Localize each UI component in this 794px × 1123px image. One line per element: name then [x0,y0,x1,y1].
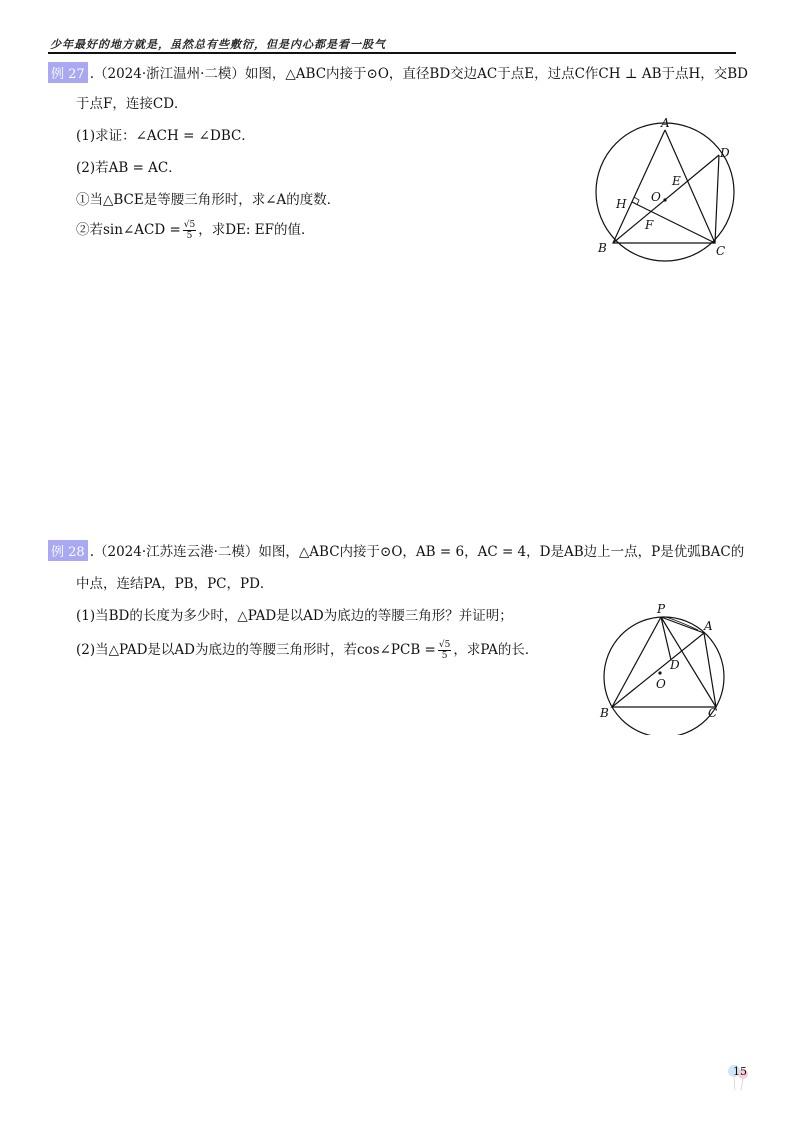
problem-28-q2-post: ，求PA的长． [453,642,539,658]
problem-28-line-2: 中点，连结PA，PB，PC，PD． [76,576,274,592]
problem-27-q2b [76,218,314,241]
header-motto: 少年最好的地方就是，虽然总有些敷衍，但是内心都是看一股气 [50,38,386,51]
fig27-label-O: O [651,190,661,204]
problem-27-q2b-post: ，求DE: EF的值． [198,222,315,238]
problem-27-q2: (2)若AB = AC． [76,160,182,176]
problem-28-q2-pre: (2)当△PAD是以AD为底边的等腰三角形时，若cos∠PCB = [76,642,436,658]
figure-27 [588,115,748,275]
fig27-label-H: H [616,197,627,211]
fig28-label-O: O [656,677,666,691]
problem-27-fraction: $\frac{√5}{5}$ [183,220,196,241]
problem-28-q2 [76,638,538,661]
problem-27-tag: 例 27 [48,62,88,83]
fig27-label-A: A [661,116,670,130]
fig28-label-P: P [657,602,666,616]
fig28-label-B: B [600,706,609,720]
fig28-label-D: D [670,658,680,672]
fig28-label-A: A [704,619,713,633]
fig28-label-C: C [708,706,718,720]
problem-27-q2b-pre: ②若sin∠ACD = [76,222,181,238]
problem-27-line-1: .（2024·浙江温州·二模）如图，△ABC内接于⊙O，直径BD交边AC于点E，过点C作CH ⊥ AB于点H，交BD [89,66,749,82]
fig27-label-D: D [720,146,730,160]
fig27-label-F: F [645,218,654,232]
problem-28-line-1: .（2024·江苏连云港·二模）如图，△ABC内接于⊙O，AB = 6，AC = 4，D是AB边上一点，P是优弧BAC的 [89,544,745,560]
problem-28-fraction: $\frac{√5}{5}$ [438,640,451,661]
page-number: 15 [733,1065,747,1078]
problem-28-tag: 例 28 [48,540,88,561]
problem-27-q2a: ①当△BCE是等腰三角形时，求∠A的度数． [76,192,341,208]
fig27-label-C: C [716,244,726,258]
header-divider [48,52,736,54]
figure-28 [596,600,746,735]
fig27-label-B: B [598,241,607,255]
problem-27-q1: (1)求证：∠ACH = ∠DBC． [76,128,255,144]
problem-28-q1: (1)当BD的长度为多少时，△PAD是以AD为底边的等腰三角形？并证明； [76,608,513,624]
fig27-label-E: E [672,174,681,188]
problem-27-line-2: 于点F，连接CD． [76,96,188,112]
